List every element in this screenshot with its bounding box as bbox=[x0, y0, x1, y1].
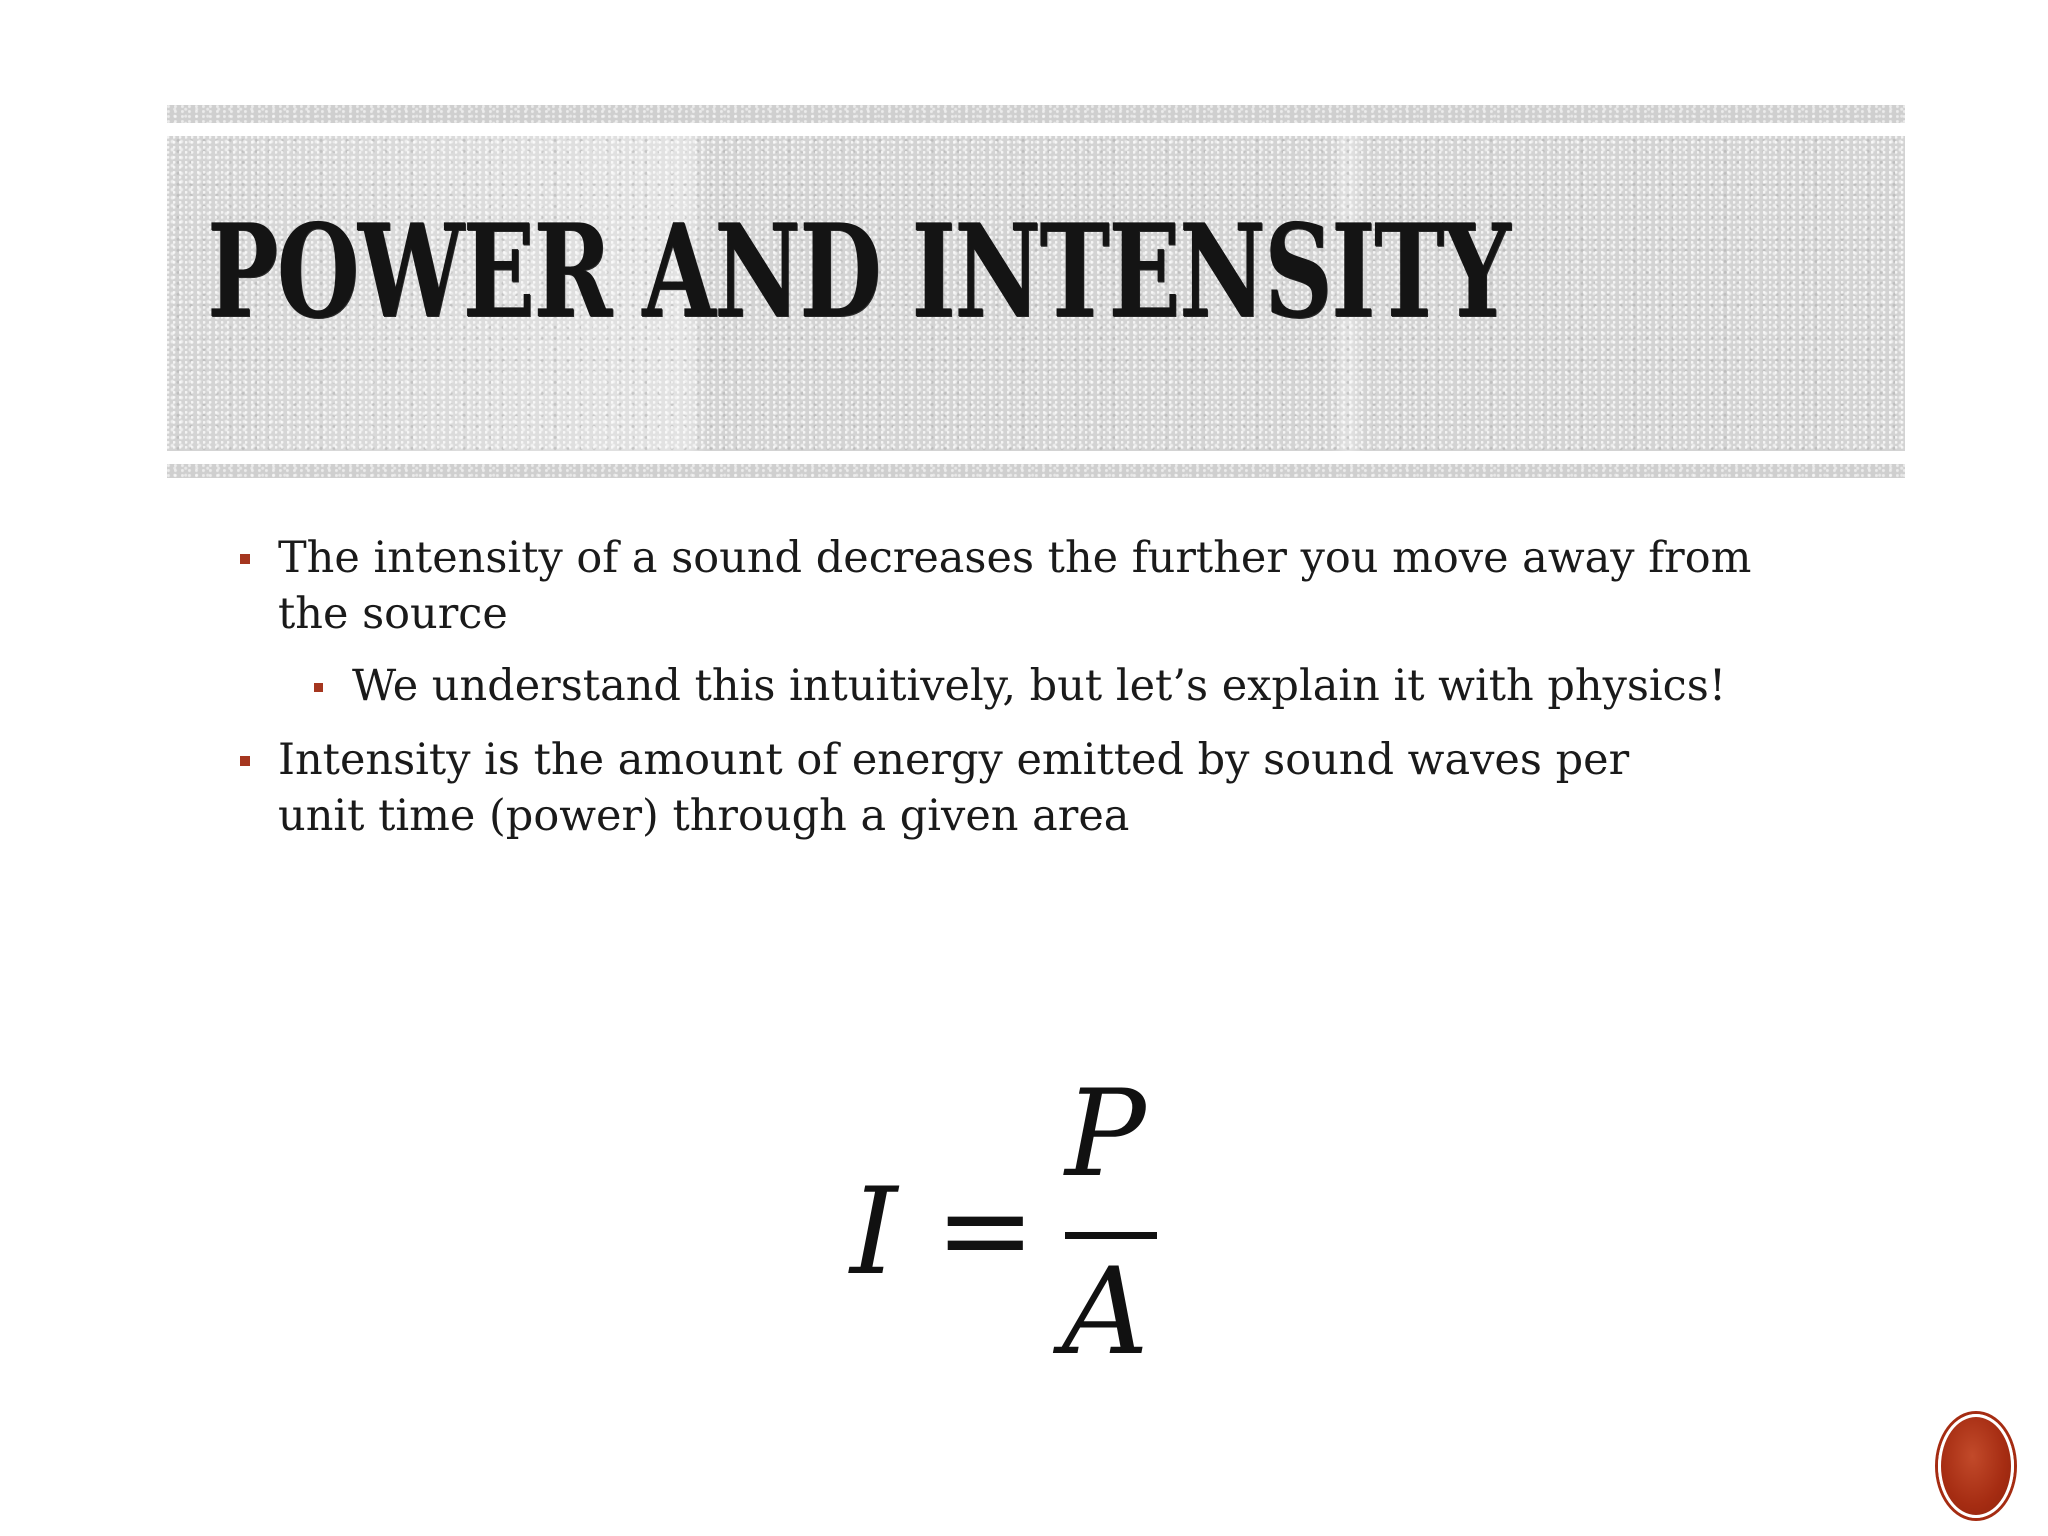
fraction-bar bbox=[1065, 1232, 1157, 1239]
formula-equals: = bbox=[935, 1161, 1036, 1300]
formula-lhs: I bbox=[850, 1163, 898, 1302]
square-bullet-icon bbox=[240, 554, 250, 564]
intensity-formula bbox=[840, 1065, 1170, 1382]
slide-title: POWER AND INTENSITY bbox=[207, 197, 1510, 347]
bullet-item-3 bbox=[236, 732, 1886, 844]
bullet-item-1 bbox=[236, 530, 1886, 642]
formula-numerator: P bbox=[1065, 1065, 1146, 1204]
square-bullet-icon bbox=[240, 756, 250, 766]
formula-denominator: A bbox=[1062, 1243, 1149, 1382]
bullet-text-line: Intensity is the amount of energy emitted by sound waves per bbox=[278, 735, 1630, 785]
bullet-list bbox=[236, 530, 1886, 860]
slide-nav-button[interactable] bbox=[1938, 1414, 2014, 1518]
bullet-item-2 bbox=[310, 658, 1886, 714]
bullet-text-line: unit time (power) through a given area bbox=[278, 791, 1130, 841]
banner-bottom-rule bbox=[167, 464, 1905, 478]
bullet-text-line: The intensity of a sound decreases the further you move away from bbox=[278, 533, 1752, 583]
bullet-text-line: the source bbox=[278, 589, 508, 639]
title-banner bbox=[167, 136, 1905, 451]
banner-top-rule bbox=[167, 105, 1905, 123]
bullet-text-line: We understand this intuitively, but let’s explain it with physics! bbox=[352, 661, 1727, 711]
square-bullet-icon bbox=[314, 683, 323, 692]
